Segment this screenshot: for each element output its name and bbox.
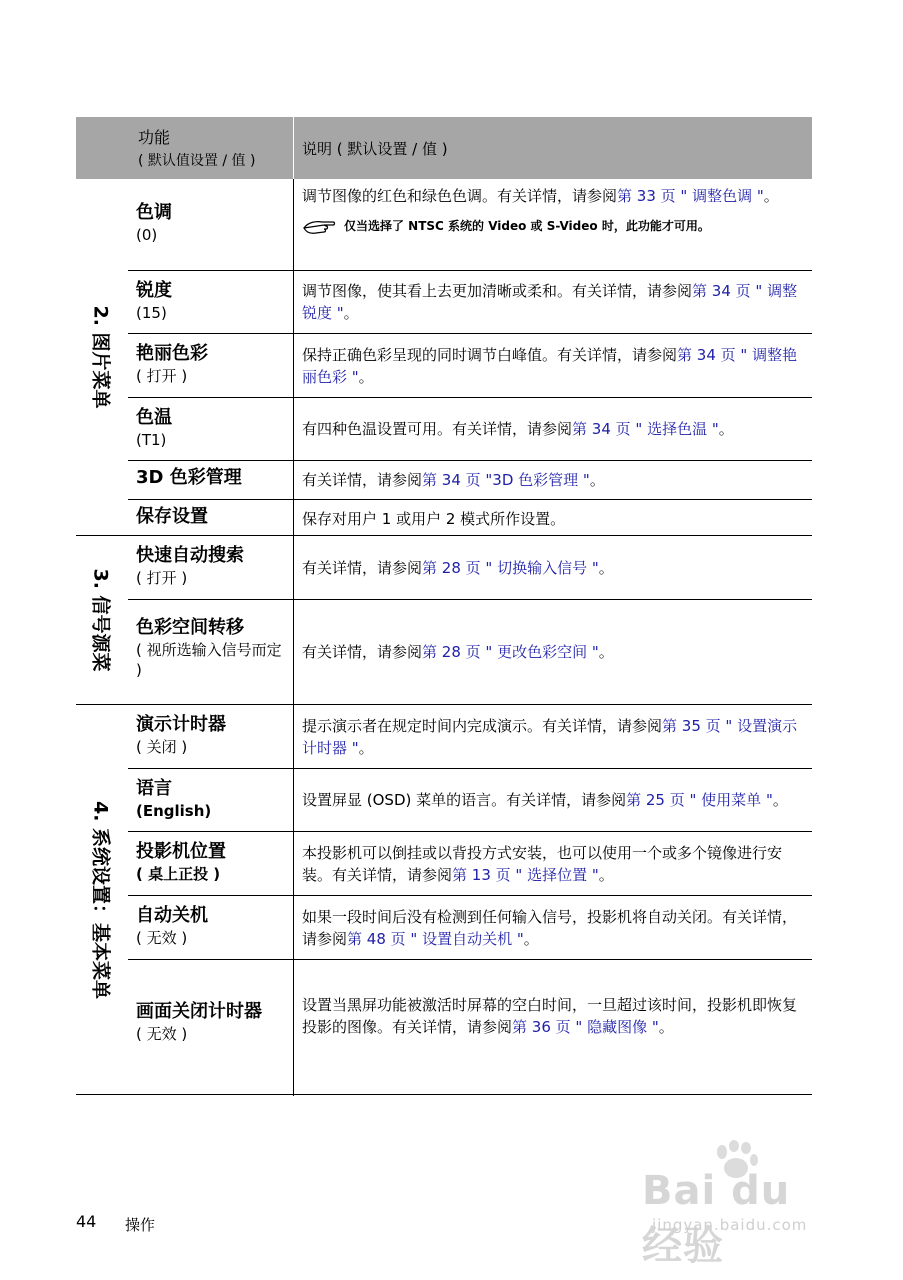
function-default: ( 无效 )	[136, 929, 188, 947]
function-name: 画面关闭计时器	[136, 1001, 262, 1022]
function-name: 演示计时器	[136, 714, 226, 735]
group-label: 4. 系统设置：基本菜单	[89, 800, 112, 999]
description: 有四种色温设置可用。有关详情，请参阅第 34 页 " 选择色温 "。	[302, 420, 734, 438]
description: 有关详情，请参阅第 28 页 " 更改色彩空间 "。	[302, 643, 614, 661]
page-link[interactable]: 第 48 页 " 设置自动关机 "	[347, 929, 524, 948]
description: 有关详情，请参阅第 28 页 " 切换输入信号 "。	[302, 558, 614, 577]
description: 如果一段时间后没有检测到任何输入信号，投影机将自动关闭。有关详情，请参阅第 48 页 " 设置自动关机 "。	[302, 907, 798, 948]
page-link[interactable]: 第 36 页 " 隐藏图像 "	[512, 1018, 659, 1036]
watermark-brand: Bai du 经验	[642, 1168, 791, 1269]
table-row	[128, 179, 812, 271]
header-function-col	[76, 117, 294, 179]
table-header	[76, 117, 812, 179]
page-link[interactable]: 第 35 页 " 设置演示计时器 "	[302, 716, 798, 757]
function-default: (0)	[136, 226, 158, 244]
table-row	[128, 334, 812, 398]
table-row	[128, 960, 812, 1096]
table-row	[128, 500, 812, 538]
table-row	[128, 398, 812, 461]
description: 保持正确色彩呈现的同时调节白峰值。有关详情，请参阅第 34 页 " 调整艳丽色彩 "。	[302, 345, 798, 386]
description: 保存对用户 1 或用户 2 模式所作设置。	[302, 510, 566, 528]
table-row	[128, 705, 812, 769]
group-system-basic-menu	[76, 705, 812, 1095]
function-name: 艳丽色彩	[136, 343, 208, 364]
group-label: 3. 信号源菜	[89, 568, 112, 672]
function-name: 快速自动搜索	[136, 545, 244, 566]
function-name: 语言	[136, 778, 172, 799]
header-function-default: ( 默认值设置 / 值 )	[138, 153, 256, 169]
table-row	[128, 536, 812, 600]
page-link[interactable]: 第 33 页 " 调整色调 "	[617, 187, 764, 205]
description: 调节图像的红色和绿色色调。有关详情，请参阅第 33 页 " 调整色调 "。 仅当选择了 NTSC 系统的 Video 或 S-Video 时，此功能才可用。	[294, 179, 812, 270]
description: 有关详情，请参阅第 34 页 "3D 色彩管理 "。	[302, 471, 605, 489]
description: 提示演示者在规定时间内完成演示。有关详情，请参阅第 35 页 " 设置演示计时器 "。	[302, 716, 798, 757]
table-row	[128, 461, 812, 500]
footer-section: 操作	[125, 1216, 156, 1234]
description: 本投影机可以倒挂或以背投方式安装，也可以使用一个或多个镜像进行安装。有关详情，请参阅第 13 页 " 选择位置 "。	[302, 843, 783, 884]
page-number: 44	[76, 1212, 97, 1231]
function-default: ( 视所选输入信号而定 )	[136, 641, 282, 679]
function-default: ( 无效 )	[136, 1025, 188, 1043]
table-row	[128, 832, 812, 896]
page-link[interactable]: 第 13 页 " 选择位置 "	[452, 865, 599, 884]
watermark	[640, 1140, 840, 1269]
function-default: (T1)	[136, 431, 167, 449]
function-name: 色温	[136, 407, 172, 428]
page-link[interactable]: 第 34 页 "3D 色彩管理 "	[422, 471, 590, 489]
page-link[interactable]: 第 28 页 " 更改色彩空间 "	[422, 643, 599, 661]
group-picture-menu	[76, 179, 812, 536]
description: 设置屏显 (OSD) 菜单的语言。有关详情，请参阅第 25 页 " 使用菜单 "。	[302, 791, 788, 809]
function-name: 保存设置	[136, 506, 208, 527]
description: 调节图像，使其看上去更加清晰或柔和。有关详情，请参阅第 34 页 " 调整锐度 "。	[302, 282, 798, 322]
function-default: (15)	[136, 304, 167, 322]
page-link[interactable]: 第 25 页 " 使用菜单 "	[626, 791, 773, 809]
page-link[interactable]: 第 28 页 " 切换输入信号 "	[422, 558, 599, 577]
watermark-url: jingyan.baidu.com	[652, 1216, 808, 1234]
function-default: ( 打开 )	[136, 569, 188, 587]
description: 设置当黑屏功能被激活时屏幕的空白时间，一旦超过该时间，投影机即恢复投影的图像。有关详情，请参阅第 36 页 " 隐藏图像 "。	[302, 996, 798, 1036]
table-row	[128, 769, 812, 832]
function-name: 自动关机	[136, 905, 208, 926]
function-name: 锐度	[136, 280, 172, 301]
function-name: 色调	[136, 202, 172, 223]
group-label: 2. 图片菜单	[89, 305, 112, 409]
function-name: 投影机位置	[136, 841, 226, 862]
page-link[interactable]: 第 34 页 " 调整艳丽色彩 "	[302, 345, 798, 386]
function-name: 3D 色彩管理	[136, 467, 242, 488]
function-default: ( 打开 )	[136, 367, 188, 385]
table-row	[128, 896, 812, 960]
function-default: (English)	[136, 802, 212, 820]
group-source-menu	[76, 536, 812, 705]
header-description-col: 说明 ( 默认设置 / 值 )	[302, 139, 448, 158]
function-name: 色彩空间转移	[136, 617, 244, 638]
page-link[interactable]: 第 34 页 " 调整锐度 "	[302, 282, 798, 322]
note: 仅当选择了 NTSC 系统的 Video 或 S-Video 时，此功能才可用。	[302, 215, 804, 237]
table-row	[128, 271, 812, 334]
settings-table	[76, 117, 812, 1095]
table-row	[128, 600, 812, 704]
function-default: ( 桌上正投 )	[136, 865, 221, 883]
pointing-hand-icon	[302, 216, 336, 236]
page-link[interactable]: 第 34 页 " 选择色温 "	[572, 420, 719, 438]
function-default: ( 关闭 )	[136, 738, 188, 756]
header-function-title: 功能	[138, 128, 171, 147]
